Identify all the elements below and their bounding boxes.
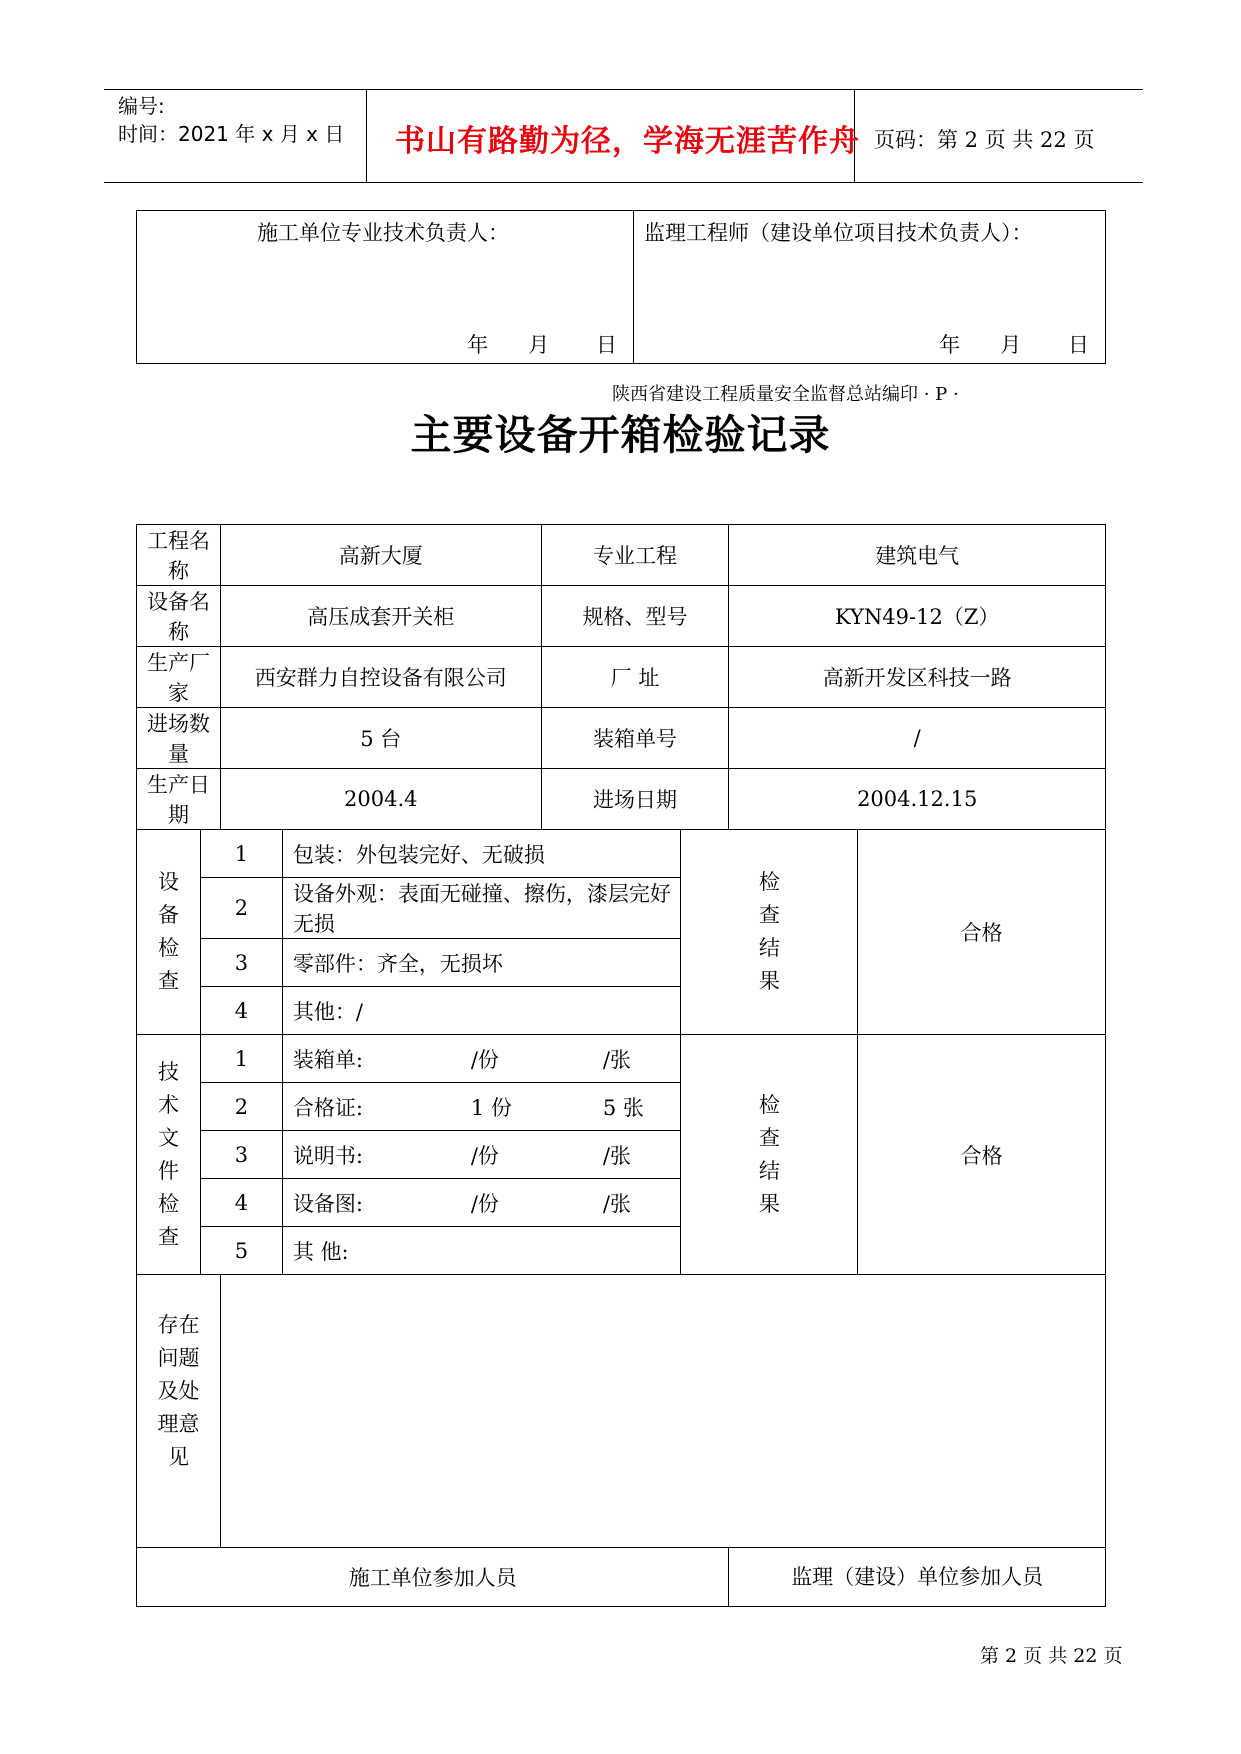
doc-sheets: /张 bbox=[602, 1047, 631, 1072]
issues-row bbox=[137, 1275, 1106, 1548]
item-no: 4 bbox=[200, 1179, 282, 1227]
equipment-check-row bbox=[137, 830, 1106, 878]
item-no: 2 bbox=[200, 878, 282, 939]
number-label: 编号: bbox=[118, 94, 165, 118]
header-motto: 书山有路勤为径，学海无涯苦作舟 bbox=[395, 124, 860, 159]
info-label: 专业工程 bbox=[541, 525, 729, 586]
info-value: / bbox=[729, 708, 1106, 769]
item-text: 包装：外包装完好、无破损 bbox=[282, 830, 681, 878]
document-check-row bbox=[137, 1035, 1106, 1083]
info-label: 设备名称 bbox=[137, 586, 221, 647]
supervisor-signoff-label: 监理工程师（建设单位项目技术负责人）： bbox=[644, 221, 1033, 245]
doc-name: 设备图: bbox=[292, 1191, 363, 1216]
document-item bbox=[282, 1179, 681, 1227]
info-value: 高新大厦 bbox=[220, 525, 541, 586]
document-item bbox=[282, 1035, 681, 1083]
construction-signoff-cell bbox=[137, 211, 634, 364]
info-row bbox=[137, 708, 1106, 769]
signoff-table bbox=[136, 210, 1106, 364]
page-footer: 第 2 页 共 22 页 bbox=[980, 1645, 1123, 1667]
header-top-rule bbox=[104, 89, 1143, 90]
document-title: 主要设备开箱检验记录 bbox=[410, 411, 831, 459]
issues-content bbox=[220, 1275, 1105, 1548]
info-value: 高新开发区科技一路 bbox=[729, 647, 1106, 708]
item-no: 4 bbox=[200, 987, 282, 1035]
item-no: 3 bbox=[200, 939, 282, 987]
date-day: 日 bbox=[596, 333, 617, 357]
info-value: KYN49-12（Z） bbox=[729, 586, 1106, 647]
info-row bbox=[137, 586, 1106, 647]
doc-name: 其 他: bbox=[292, 1239, 349, 1264]
doc-sheets: /张 bbox=[602, 1143, 631, 1168]
info-label: 工程名称 bbox=[137, 525, 221, 586]
info-label: 生产日期 bbox=[137, 769, 221, 830]
document-result-label: 检查结果 bbox=[681, 1035, 858, 1275]
info-label: 厂 址 bbox=[541, 647, 729, 708]
equipment-result: 合格 bbox=[858, 830, 1106, 1035]
info-value: 西安群力自控设备有限公司 bbox=[220, 647, 541, 708]
header-divider bbox=[366, 90, 367, 183]
info-label: 规格、型号 bbox=[541, 586, 729, 647]
doc-copies: /份 bbox=[470, 1143, 499, 1168]
info-label: 进场日期 bbox=[541, 769, 729, 830]
item-no: 3 bbox=[200, 1131, 282, 1179]
equipment-check-section: 设备检查 bbox=[137, 830, 201, 1035]
doc-copies: /份 bbox=[470, 1191, 499, 1216]
construction-signoff-label: 施工单位专业技术负责人： bbox=[257, 221, 509, 245]
info-label: 装箱单号 bbox=[541, 708, 729, 769]
item-text: 其他：/ bbox=[282, 987, 681, 1035]
document-item bbox=[282, 1227, 681, 1275]
doc-sheets: 5 张 bbox=[602, 1095, 644, 1120]
date-year: 年 bbox=[939, 333, 961, 357]
document-check-section: 技术文件检查 bbox=[137, 1035, 201, 1275]
header-page-code: 页码：第 2 页 共 22 页 bbox=[874, 128, 1095, 152]
item-no: 2 bbox=[200, 1083, 282, 1131]
signoff-date bbox=[939, 329, 1089, 359]
item-no: 1 bbox=[200, 830, 282, 878]
time-label: 时间：2021 年 x 月 x 日 bbox=[118, 122, 345, 146]
doc-name: 合格证: bbox=[292, 1095, 363, 1120]
info-row bbox=[137, 769, 1106, 830]
item-no: 5 bbox=[200, 1227, 282, 1275]
record-table bbox=[136, 524, 1106, 1607]
info-row bbox=[137, 525, 1106, 586]
supervisor-signoff-cell bbox=[634, 211, 1106, 364]
info-value: 2004.4 bbox=[220, 769, 541, 830]
doc-name: 说明书: bbox=[292, 1143, 363, 1168]
info-value: 2004.12.15 bbox=[729, 769, 1106, 830]
date-day: 日 bbox=[1068, 333, 1089, 357]
info-label: 生产厂家 bbox=[137, 647, 221, 708]
print-note: 陕西省建设工程质量安全监督总站编印 · P · bbox=[612, 384, 959, 405]
participants-row bbox=[137, 1548, 1106, 1607]
item-text: 设备外观：表面无碰撞、擦伤，漆层完好无损 bbox=[282, 878, 681, 939]
doc-sheets: /张 bbox=[602, 1191, 631, 1216]
document-item bbox=[282, 1083, 681, 1131]
doc-copies: 1 份 bbox=[470, 1095, 512, 1120]
document-item bbox=[282, 1131, 681, 1179]
date-month: 月 bbox=[528, 333, 550, 357]
info-label: 进场数量 bbox=[137, 708, 221, 769]
construction-participants: 施工单位参加人员 bbox=[137, 1548, 729, 1607]
header-bottom-rule bbox=[104, 182, 1143, 183]
equipment-result-label: 检查结果 bbox=[681, 830, 858, 1035]
item-text: 零部件：齐全，无损坏 bbox=[282, 939, 681, 987]
doc-copies: /份 bbox=[470, 1047, 499, 1072]
date-year: 年 bbox=[467, 333, 489, 357]
supervisor-participants: 监理（建设）单位参加人员 bbox=[729, 1548, 1106, 1607]
item-no: 1 bbox=[200, 1035, 282, 1083]
date-month: 月 bbox=[1000, 333, 1022, 357]
info-value: 高压成套开关柜 bbox=[220, 586, 541, 647]
signoff-date bbox=[467, 329, 617, 359]
info-row bbox=[137, 647, 1106, 708]
info-value: 5 台 bbox=[220, 708, 541, 769]
info-value: 建筑电气 bbox=[729, 525, 1106, 586]
document-result: 合格 bbox=[858, 1035, 1106, 1275]
header-meta bbox=[118, 92, 344, 148]
doc-name: 装箱单: bbox=[292, 1047, 363, 1072]
issues-label: 存在问题及处理意见 bbox=[137, 1275, 221, 1548]
